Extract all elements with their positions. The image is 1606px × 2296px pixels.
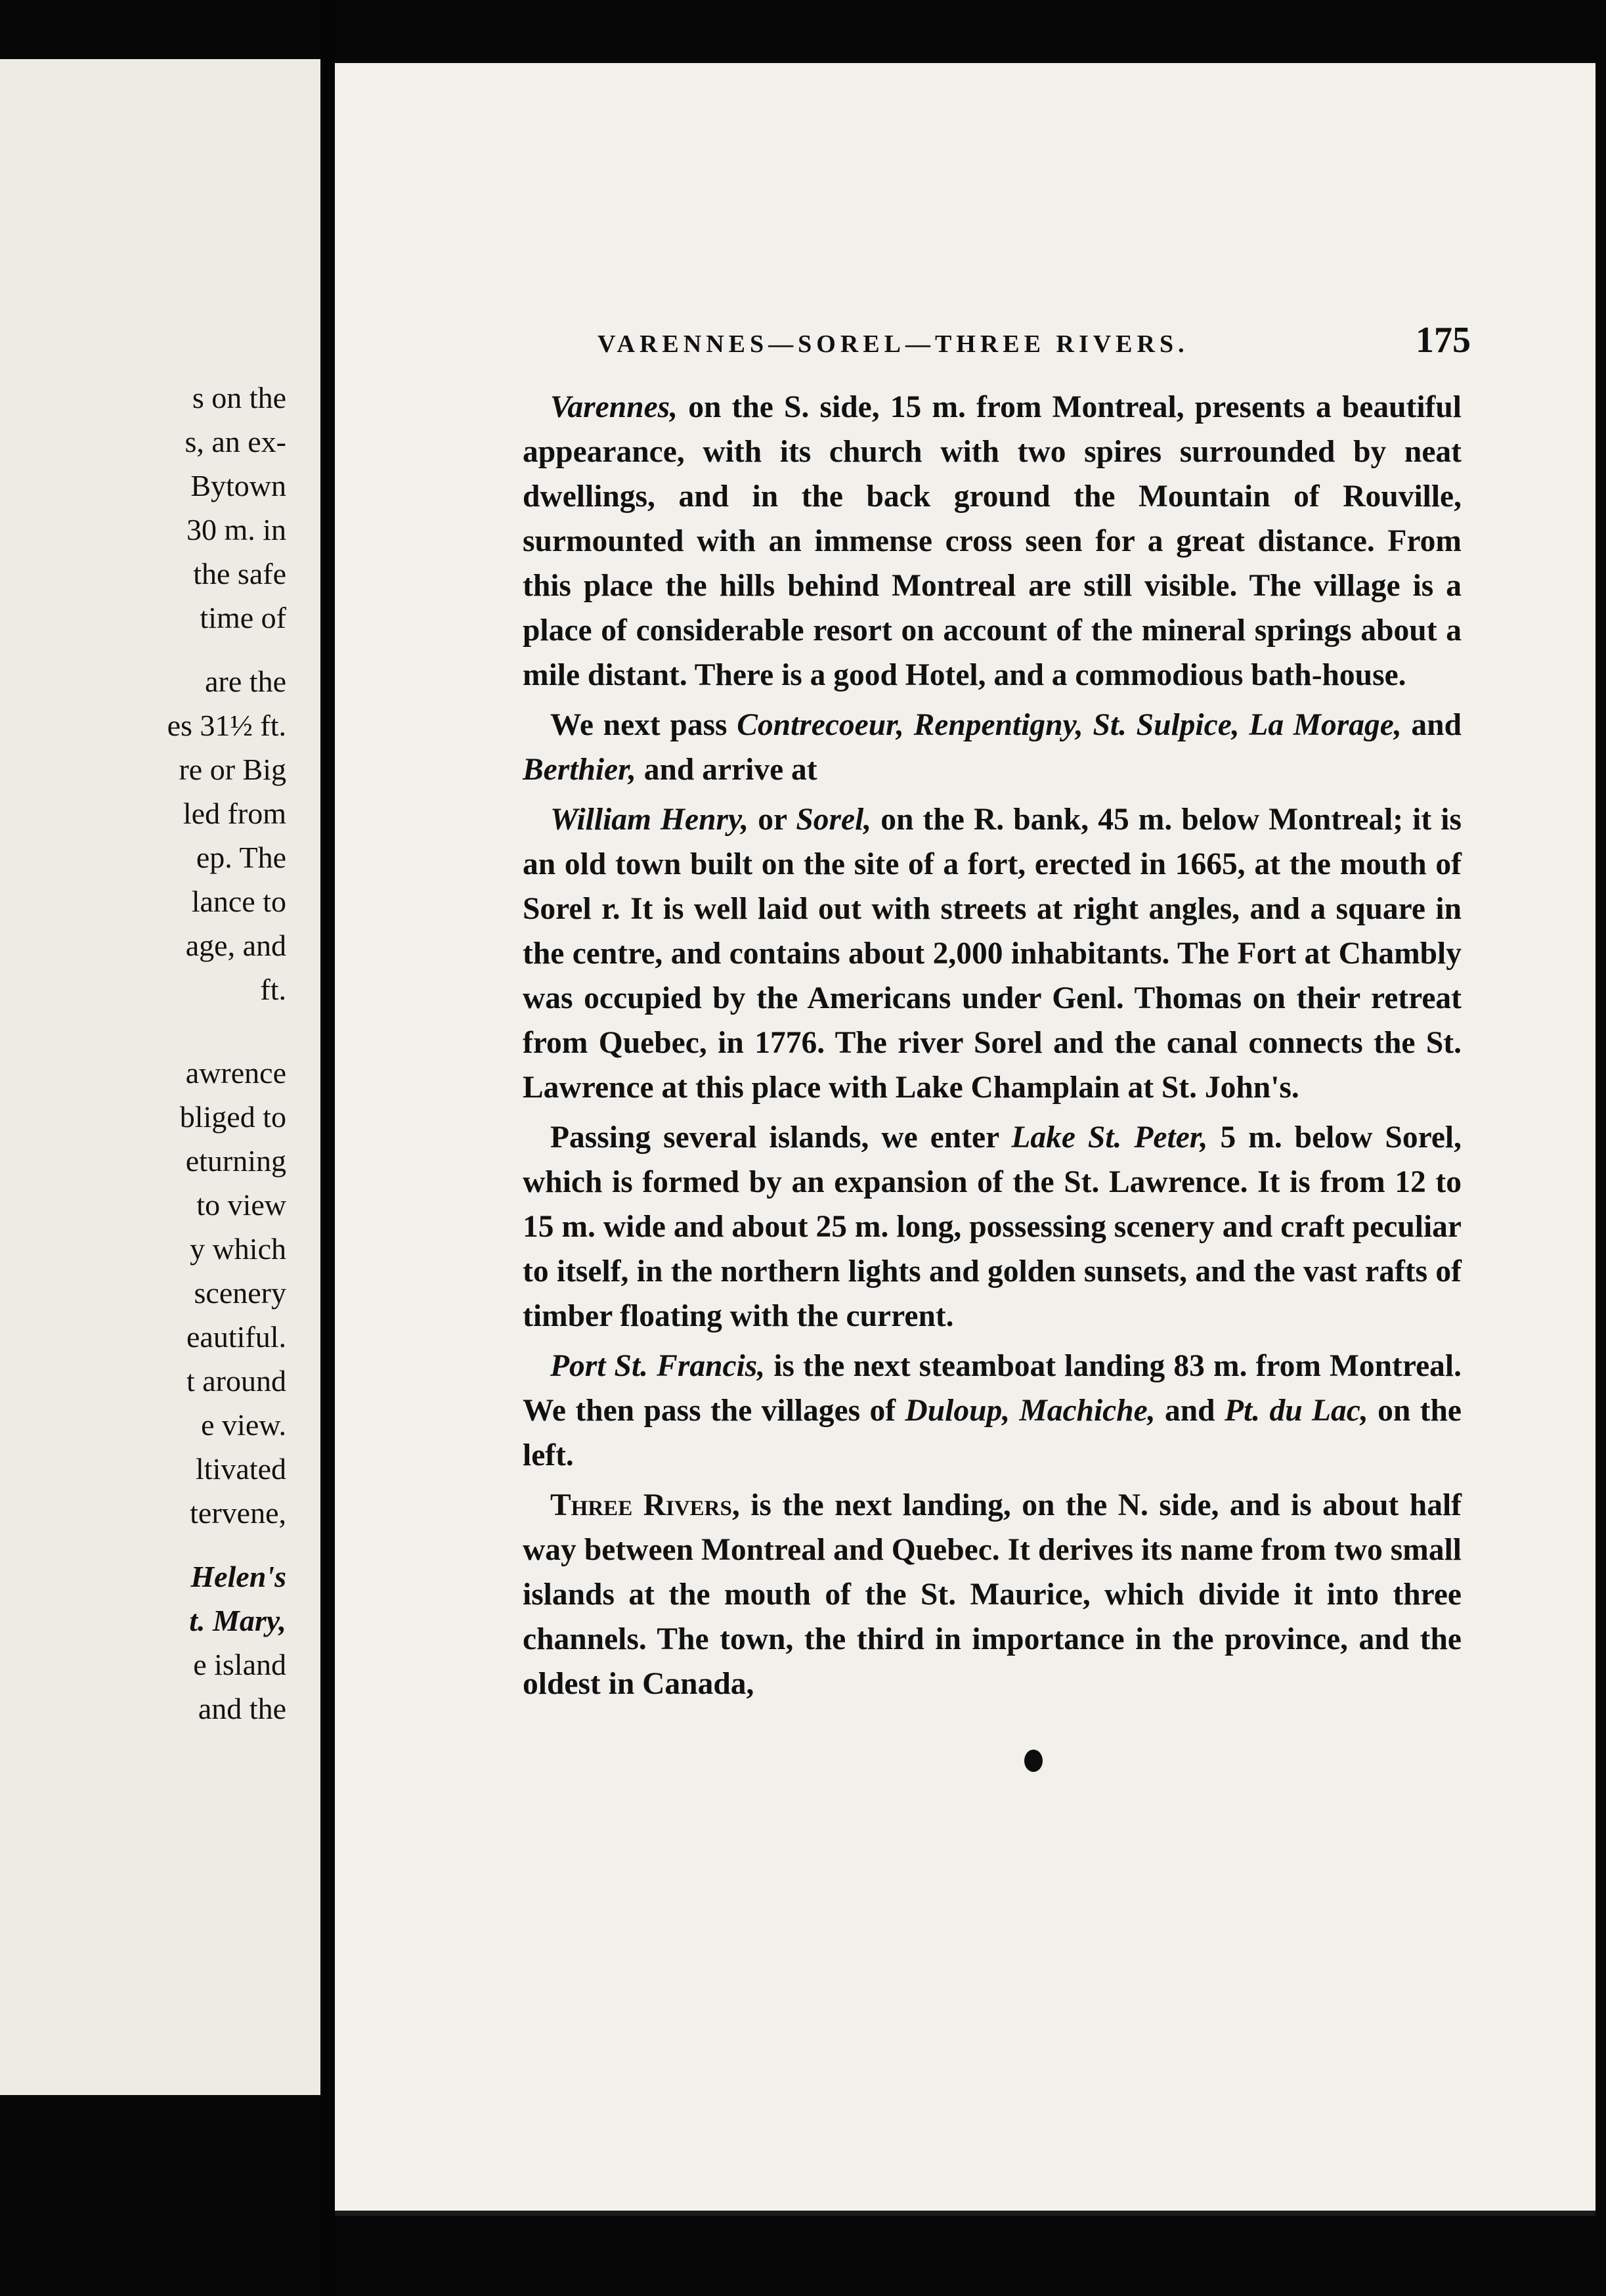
previous-page-line: t. Mary,	[189, 1604, 286, 1637]
italic-text: Sorel,	[796, 803, 872, 837]
body-text	[523, 385, 1462, 1706]
text-run: on the R. bank, 45 m. below Montreal; it is an old town built on the site of a fort, erected in 1665, at the mouth of Sorel r. It is well laid out with streets at right angles, and a square in the centre, and contains about 2,000 inhabitants. The Fort at Chambly was occupied by the Americans under Genl. Thomas on their retreat from Quebec, in 1776. The river Sorel and the canal connects the St. Lawrence at this place with Lake Champlain at St. John's.	[523, 803, 1462, 1105]
text-run: We next pass	[550, 708, 737, 742]
previous-page-line	[0, 1031, 286, 1051]
italic-text: Contrecoeur, Renpentigny, St. Sulpice, La Morage,	[737, 708, 1402, 742]
italic-text: Duloup, Machiche,	[905, 1394, 1156, 1428]
previous-page-text	[0, 376, 286, 1731]
italic-text: William Henry,	[550, 803, 749, 837]
previous-page-line: eturning	[185, 1144, 286, 1178]
current-page	[335, 63, 1595, 2216]
previous-page-line: bliged to	[179, 1100, 286, 1134]
page-number: 175	[1416, 320, 1471, 361]
previous-page-line: ft.	[260, 973, 286, 1006]
previous-page-line: e island	[193, 1648, 286, 1681]
previous-page-line: 30 m. in	[186, 513, 286, 546]
previous-page-line: scenery	[194, 1276, 286, 1310]
text-run: is the next steamboat landing 83 m. from Montreal. We then pass the villages of	[523, 1349, 1462, 1428]
running-head-title: VARENNES—SOREL—THREE RIVERS.	[597, 330, 1189, 358]
previous-page	[0, 59, 320, 2095]
text-run: is the next landing, on the N. side, and is about half way between Montreal and Quebec. It derives its name from two small islands at the mouth of the St. Maurice, which divide it into three channels. The town, the third in importance in the province, and the oldest in Canada,	[523, 1488, 1462, 1701]
previous-page-line: s, an ex-	[184, 425, 286, 458]
italic-text: Port St. Francis,	[550, 1349, 766, 1383]
italic-text: Varennes,	[550, 390, 678, 424]
text-run: and arrive at	[636, 753, 817, 787]
text-run: and	[1155, 1394, 1225, 1428]
previous-page-line	[0, 1535, 286, 1555]
previous-page-line: awrence	[185, 1056, 286, 1090]
previous-page-line: time of	[200, 601, 286, 634]
paragraph	[523, 385, 1462, 697]
previous-page-line: Helen's	[190, 1560, 286, 1593]
italic-text: Berthier,	[523, 753, 636, 787]
previous-page-line: the safe	[193, 557, 286, 590]
previous-page-line: tervene,	[190, 1496, 286, 1530]
previous-page-line: to view	[196, 1188, 286, 1222]
running-head	[597, 319, 1471, 361]
previous-page-line	[0, 1011, 286, 1031]
text-run: and	[1401, 708, 1462, 742]
previous-page-line: are the	[205, 665, 286, 698]
previous-page-line: e view.	[201, 1408, 286, 1442]
previous-page-line: s on the	[192, 381, 286, 414]
previous-page-line: and the	[198, 1692, 286, 1725]
previous-page-line: es 31½ ft.	[167, 709, 286, 742]
previous-page-line: re or Big	[179, 753, 286, 786]
previous-page-line: lance to	[191, 885, 286, 918]
previous-page-line: age, and	[185, 929, 286, 962]
text-run: Passing several islands, we enter	[550, 1120, 1012, 1155]
paragraph	[523, 1483, 1462, 1706]
previous-page-line: Bytown	[190, 469, 286, 502]
text-run: Three Rivers,	[550, 1488, 740, 1522]
text-run: 5 m. below Sorel, which is formed by an expansion of the St. Lawrence. It is from 12 to 15 m. wide and about 25 m. long, possessing scenery and craft peculiar to itself, in the northern lights and golden sunsets, and the vast rafts of timber floating with the current.	[523, 1120, 1462, 1333]
italic-text: Lake St. Peter,	[1011, 1120, 1208, 1155]
previous-page-line: eautiful.	[186, 1320, 286, 1354]
previous-page-line: ltivated	[196, 1452, 286, 1486]
paragraph	[523, 703, 1462, 792]
page-gutter	[320, 0, 335, 2296]
previous-page-line: t around	[186, 1364, 286, 1398]
text-run: on the S. side, 15 m. from Montreal, presents a beautiful appearance, with its church with two spires surrounded by neat dwellings, and in the back ground the Mountain of Rouville, surmounted with an immense cross seen for a great distance. From this place the hills behind Montreal are still visible. The village is a place of considerable resort on account of the mineral springs about a mile distant. There is a good Hotel, and a commodious bath-house.	[523, 390, 1462, 692]
italic-text: Pt. du Lac,	[1224, 1394, 1368, 1428]
paragraph	[523, 1115, 1462, 1338]
previous-page-line	[0, 640, 286, 659]
previous-page-line: ep. The	[196, 841, 286, 874]
previous-page-line: y which	[190, 1232, 286, 1266]
previous-page-line: led from	[183, 797, 286, 830]
text-run: or	[749, 803, 796, 837]
paragraph	[523, 797, 1462, 1110]
paragraph	[523, 1344, 1462, 1478]
ink-blot	[1024, 1750, 1043, 1772]
text-run: on the left.	[523, 1394, 1462, 1472]
